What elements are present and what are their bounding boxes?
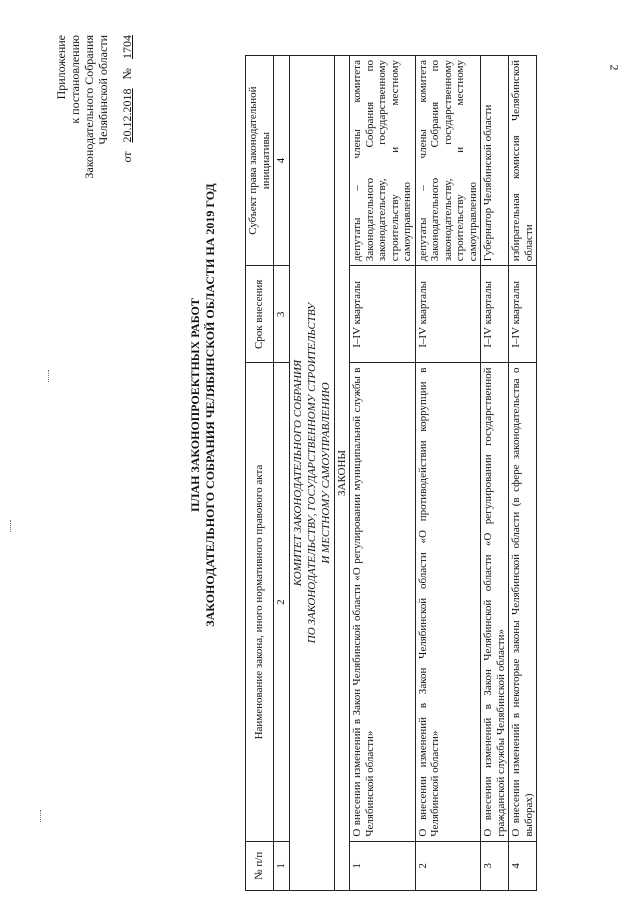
appendix-date-line [120, 35, 134, 215]
appendix-block [54, 35, 134, 215]
header-row [246, 56, 274, 891]
title-line: ЗАКОНОДАТЕЛЬНОГО СОБРАНИЯ ЧЕЛЯБИНСКОЙ ОБЛАСТИ НА 2019 ГОД [203, 183, 217, 627]
term: I–IV кварталы [350, 266, 416, 363]
appendix-line: Приложение [54, 35, 68, 100]
header-name: Наименование закона, иного нормативного правового акта [246, 363, 274, 841]
row-number: 4 [509, 841, 537, 890]
appendix-line: Законодательного Собрания [82, 35, 96, 179]
header-subject: Субъект права законодательной инициативы [246, 56, 274, 266]
term: I–IV кварталы [481, 266, 509, 363]
table-row [509, 56, 537, 891]
row-number: 1 [350, 841, 416, 890]
decree-date: 20.12.2018 [120, 88, 134, 143]
subsection-row [334, 56, 350, 891]
subsection-title: ЗАКОНЫ [334, 56, 350, 891]
column-number-row [274, 56, 290, 891]
row-number: 2 [415, 841, 481, 890]
table-row [481, 56, 509, 891]
section-title-line: КОМИТЕТ ЗАКОНОДАТЕЛЬНОГО СОБРАНИЯ [291, 359, 304, 587]
section-title [289, 56, 334, 891]
plan-table [245, 55, 537, 891]
initiative-subject: Губернатор Челябинской области [481, 56, 509, 266]
term: I–IV кварталы [509, 266, 537, 363]
initiative-subject: избирательная комиссия Челябинской области [509, 56, 537, 266]
title-line: ПЛАН ЗАКОНОПРОЕКТНЫХ РАБОТ [188, 298, 202, 512]
column-number: 2 [274, 363, 290, 841]
law-name: О внесении изменений в Закон Челябинской области «О противодействии коррупции в Челябинской области» [415, 363, 481, 841]
header-number: № п/п [246, 841, 274, 890]
law-name: О внесении изменений в Закон Челябинской области «О регулировании муниципальной службы в Челябинской области» [350, 363, 416, 841]
date-prefix: от [120, 151, 134, 163]
column-number: 1 [274, 841, 290, 890]
section-row [289, 56, 334, 891]
document-title [188, 145, 218, 665]
header-term: Срок внесения [246, 266, 274, 363]
page-number: 2 [607, 64, 622, 71]
law-name: О внесении изменений в Закон Челябинской области «О регулировании государственной гражданской службы Челябинской области» [481, 363, 509, 841]
number-sign: № [120, 68, 134, 80]
column-number: 3 [274, 266, 290, 363]
section-title-line: ПО ЗАКОНОДАТЕЛЬСТВУ, ГОСУДАРСТВЕННОМУ СТРОИТЕЛЬСТВУ [305, 302, 318, 644]
law-name: О внесении изменений в некоторые законы Челябинской области (в сфере законодательства о выборах) [509, 363, 537, 841]
appendix-line: к постановлению [68, 35, 82, 124]
table-row [415, 56, 481, 891]
term: I–IV кварталы [415, 266, 481, 363]
appendix-line: Челябинской области [96, 35, 110, 145]
initiative-subject: депутаты – члены комитета Законодательного Собрания по законодательству, государственному строительству и местному самоуправлению [350, 56, 416, 266]
column-number: 4 [274, 56, 290, 266]
initiative-subject: депутаты – члены комитета Законодательного Собрания по законодательству, государственному строительству и местному самоуправлению [415, 56, 481, 266]
section-title-line: И МЕСТНОМУ САМОУПРАВЛЕНИЮ [319, 382, 332, 564]
row-number: 3 [481, 841, 509, 890]
table-row [350, 56, 416, 891]
decree-number: 1704 [120, 35, 134, 59]
